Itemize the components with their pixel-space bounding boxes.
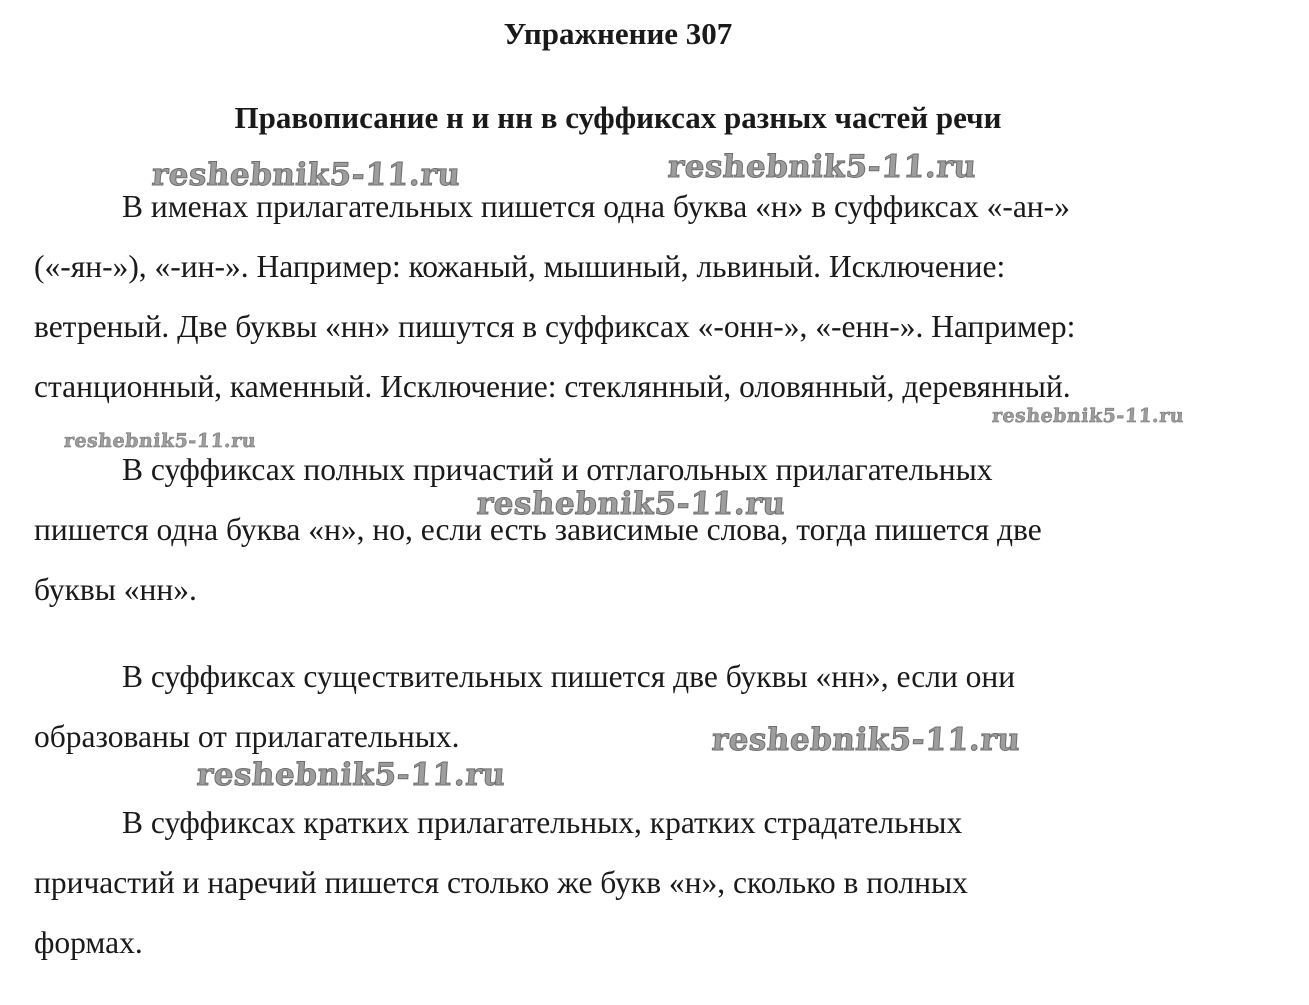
watermark: reshebnik5-11.ru xyxy=(475,486,787,522)
paragraph-nouns xyxy=(34,647,1234,767)
watermark: reshebnik5-11.ru xyxy=(666,149,978,185)
paragraph-line: пишется одна буква «н», но, если есть зависимые слова, тогда пишется две xyxy=(34,512,1042,547)
paragraph-line: В именах прилагательных пишется одна буква «н» в суффиксах «-ан-» xyxy=(122,189,1070,224)
paragraph-line: В суффиксах существительных пишется две буквы «нн», если они xyxy=(122,659,1016,694)
paragraph-line: В суффиксах кратких прилагательных, кратких страдательных xyxy=(122,805,963,840)
watermark: reshebnik5-11.ru xyxy=(150,157,462,193)
watermark: reshebnik5-11.ru xyxy=(195,757,507,793)
paragraph-short-forms xyxy=(34,793,1234,973)
exercise-subtitle: Правописание н и нн в суффиксах разных частей речи xyxy=(234,100,1002,135)
paragraph-line: причастий и наречий пишется столько же букв «н», сколько в полных xyxy=(34,865,968,900)
watermark: reshebnik5-11.ru xyxy=(710,722,1022,758)
watermark: reshebnik5-11.ru xyxy=(991,405,1185,427)
paragraph-adjectives xyxy=(34,177,1234,417)
paragraph-line: образованы от прилагательных. xyxy=(34,719,460,754)
paragraph-line: станционный, каменный. Исключение: стеклянный, оловянный, деревянный. xyxy=(34,369,1071,404)
paragraph-participles xyxy=(34,440,1234,620)
paragraph-line: буквы «нн». xyxy=(34,572,197,607)
paragraph-line: ветреный. Две буквы «нн» пишутся в суффиксах «-онн-», «-енн-». Например: xyxy=(34,309,1076,344)
paragraph-line: формах. xyxy=(34,925,143,960)
exercise-title: Упражнение 307 xyxy=(503,16,733,51)
paragraph-line: («-ян-»), «-ин-». Например: кожаный, мышиный, львиный. Исключение: xyxy=(34,249,1006,284)
watermark: reshebnik5-11.ru xyxy=(63,430,257,452)
paragraph-line: В суффиксах полных причастий и отглагольных прилагательных xyxy=(122,452,993,487)
